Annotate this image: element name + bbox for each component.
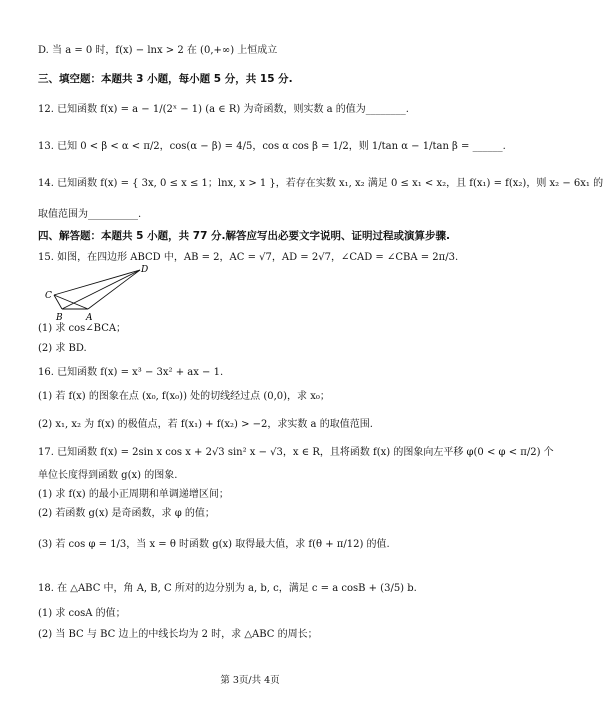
question-16-part-2: (2) x₁, x₂ 为 f(x) 的极值点，若 f(x₁) + f(x₂) > −2，求实数 a 的取值范围.	[38, 419, 373, 430]
figure-label-d: D	[141, 265, 149, 275]
question-15-part-1: (1) 求 cos∠BCA；	[38, 323, 127, 334]
question-15-part-2: (2) 求 BD.	[38, 343, 87, 354]
question-14-line-1: 14. 已知函数 f(x) = { 3x, 0 ≤ x ≤ 1；lnx, x > 1 }，若存在实数 x₁, x₂ 满足 0 ≤ x₁ < x₂，且 f(x₁) = f(x₂)，则 x₂ − 6x₁ 的	[38, 178, 603, 189]
question-17-part-2: (2) 若函数 g(x) 是奇函数，求 φ 的值；	[38, 508, 215, 519]
question-16-part-1: (1) 若 f(x) 的图象在点 (x₀, f(x₀)) 处的切线经过点 (0,0)，求 x₀；	[38, 391, 330, 402]
question-16: 16. 已知函数 f(x) = x³ − 3x² + ax − 1.	[38, 367, 224, 378]
question-18-part-1: (1) 求 cosA 的值；	[38, 608, 126, 619]
figure-label-a: A	[86, 313, 93, 323]
question-17-part-1: (1) 求 f(x) 的最小正周期和单调递增区间；	[38, 489, 229, 500]
question-14-line-2: 取值范围为__________.	[38, 209, 142, 220]
option-d: D. 当 a = 0 时，f(x) − lnx > 2 在 (0,+∞) 上恒成立	[38, 45, 278, 56]
figure-label-b: B	[56, 313, 63, 323]
figure-label-c: C	[45, 291, 52, 301]
question-17-part-3: (3) 若 cos φ = 1/3，当 x = θ 时函数 g(x) 取得最大值，求 f(θ + π/12) 的值.	[38, 539, 390, 550]
quadrilateral-figure	[44, 265, 154, 325]
question-18-part-2: (2) 当 BC 与 BC 边上的中线长均为 2 时，求 △ABC 的周长；	[38, 629, 318, 640]
question-17-line-2: 单位长度得到函数 g(x) 的图象.	[38, 470, 178, 481]
question-12: 12. 已知函数 f(x) = a − 1/(2ˣ − 1) (a ∈ R) 为奇函数，则实数 a 的值为________.	[38, 104, 409, 115]
question-13: 13. 已知 0 < β < α < π/2，cos(α − β) = 4/5，cos α cos β = 1/2，则 1/tan α − 1/tan β = ______.	[38, 141, 506, 152]
page-footer: 第 3页/共 4页	[220, 675, 280, 686]
question-15: 15. 如图，在四边形 ABCD 中，AB = 2，AC = √7，AD = 2√7，∠CAD = ∠CBA = 2π/3.	[38, 252, 459, 263]
section-4-heading: 四、解答题：本题共 5 小题，共 77 分.解答应写出必要文字说明、证明过程或演算步骤.	[38, 230, 451, 242]
question-17-line-1: 17. 已知函数 f(x) = 2sin x cos x + 2√3 sin² x − √3，x ∈ R，且将函数 f(x) 的图象向左平移 φ(0 < φ < π/2) 个	[38, 447, 554, 458]
section-3-heading: 三、填空题：本题共 3 小题，每小题 5 分，共 15 分.	[38, 73, 293, 85]
question-18: 18. 在 △ABC 中，角 A, B, C 所对的边分别为 a, b, c，满足 c = a cosB + (3/5) b.	[38, 583, 417, 594]
